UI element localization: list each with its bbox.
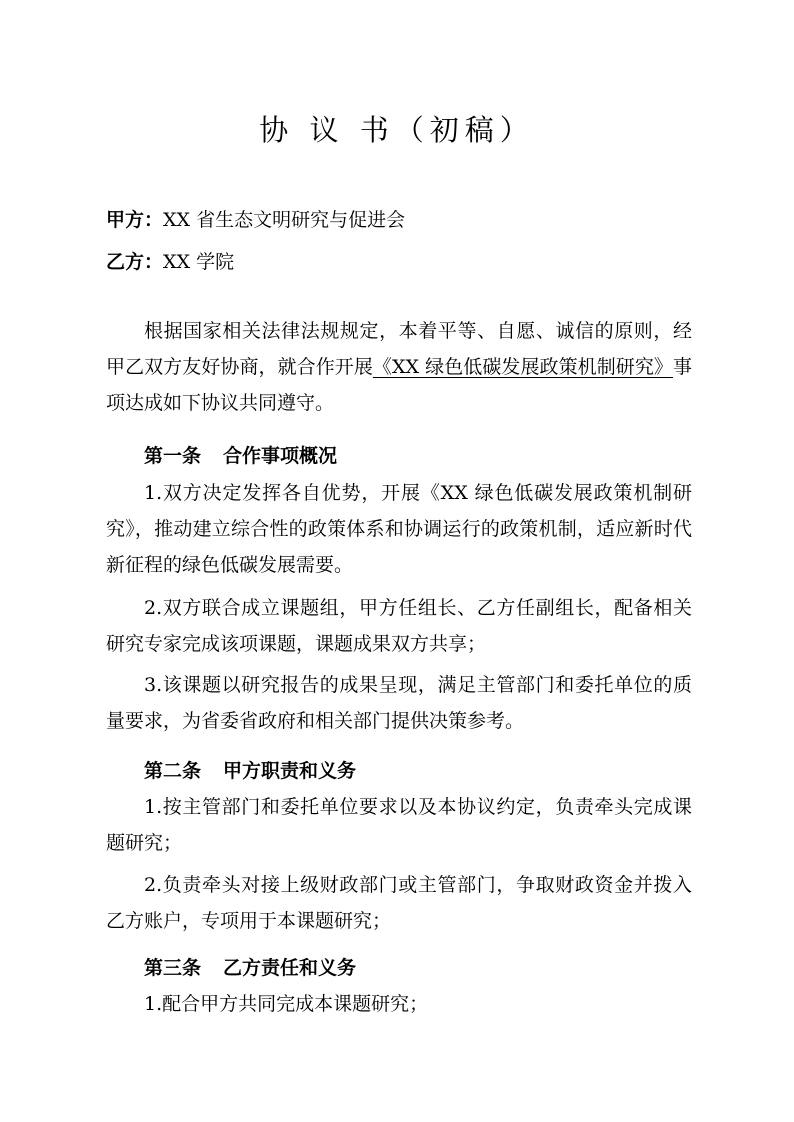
clause-paragraph: 1.双方决定发挥各自优势，开展《XX 绿色低碳发展政策机制研究》，推动建立综合性的政策体系和协调运行的政策机制，适应新时代新征程的绿色低碳发展需要。 — [106, 482, 692, 576]
section-number: 第二条 — [144, 760, 202, 782]
clause-paragraph: 1.按主管部门和委托单位要求以及本协议约定，负责牵头完成课题研究； — [106, 796, 692, 854]
project-name: 《XX 绿色低碳发展政策机制研究》 — [372, 356, 673, 378]
intro-text-before: 根据国家相关法律法规规定，本着平等、自愿、诚信的原则，经甲乙双方友好协商，就合作开展 — [106, 320, 692, 378]
party-a-value: XX 省生态文明研究与促进会 — [163, 209, 406, 231]
party-b-value: XX 学院 — [163, 251, 235, 273]
section-title: 甲方职责和义务 — [223, 760, 357, 782]
section-number: 第一条 — [144, 445, 202, 467]
section-heading-2 — [144, 753, 356, 789]
party-b-line — [106, 244, 234, 280]
clause-paragraph: 3.该课题以研究报告的成果呈现，满足主管部门和委托单位的质量要求，为省委省政府和相关部门提供决策参考。 — [106, 674, 692, 732]
section-heading-1 — [144, 438, 337, 474]
document-title: 协 议 书（初稿） — [259, 113, 535, 147]
clause-paragraph: 2.双方联合成立课题组，甲方任组长、乙方任副组长，配备相关研究专家完成该项课题，课题成果双方共享； — [106, 597, 692, 655]
section-title: 合作事项概况 — [223, 445, 338, 467]
clause-paragraph: 2.负责牵头对接上级财政部门或主管部门，争取财政资金并拨入乙方账户，专项用于本课题研究； — [106, 874, 692, 932]
clause-paragraph: 1.配合甲方共同完成本课题研究； — [144, 993, 429, 1015]
party-a-label: 甲方： — [106, 209, 164, 231]
party-a-line — [106, 202, 405, 238]
section-heading-3 — [144, 950, 356, 986]
section-number: 第三条 — [144, 957, 202, 979]
intro-text-after: 事项达成如下协议共同遵守。 — [106, 356, 692, 414]
party-b-label: 乙方： — [106, 251, 164, 273]
intro-paragraph — [106, 313, 692, 421]
section-title: 乙方责任和义务 — [223, 957, 357, 979]
